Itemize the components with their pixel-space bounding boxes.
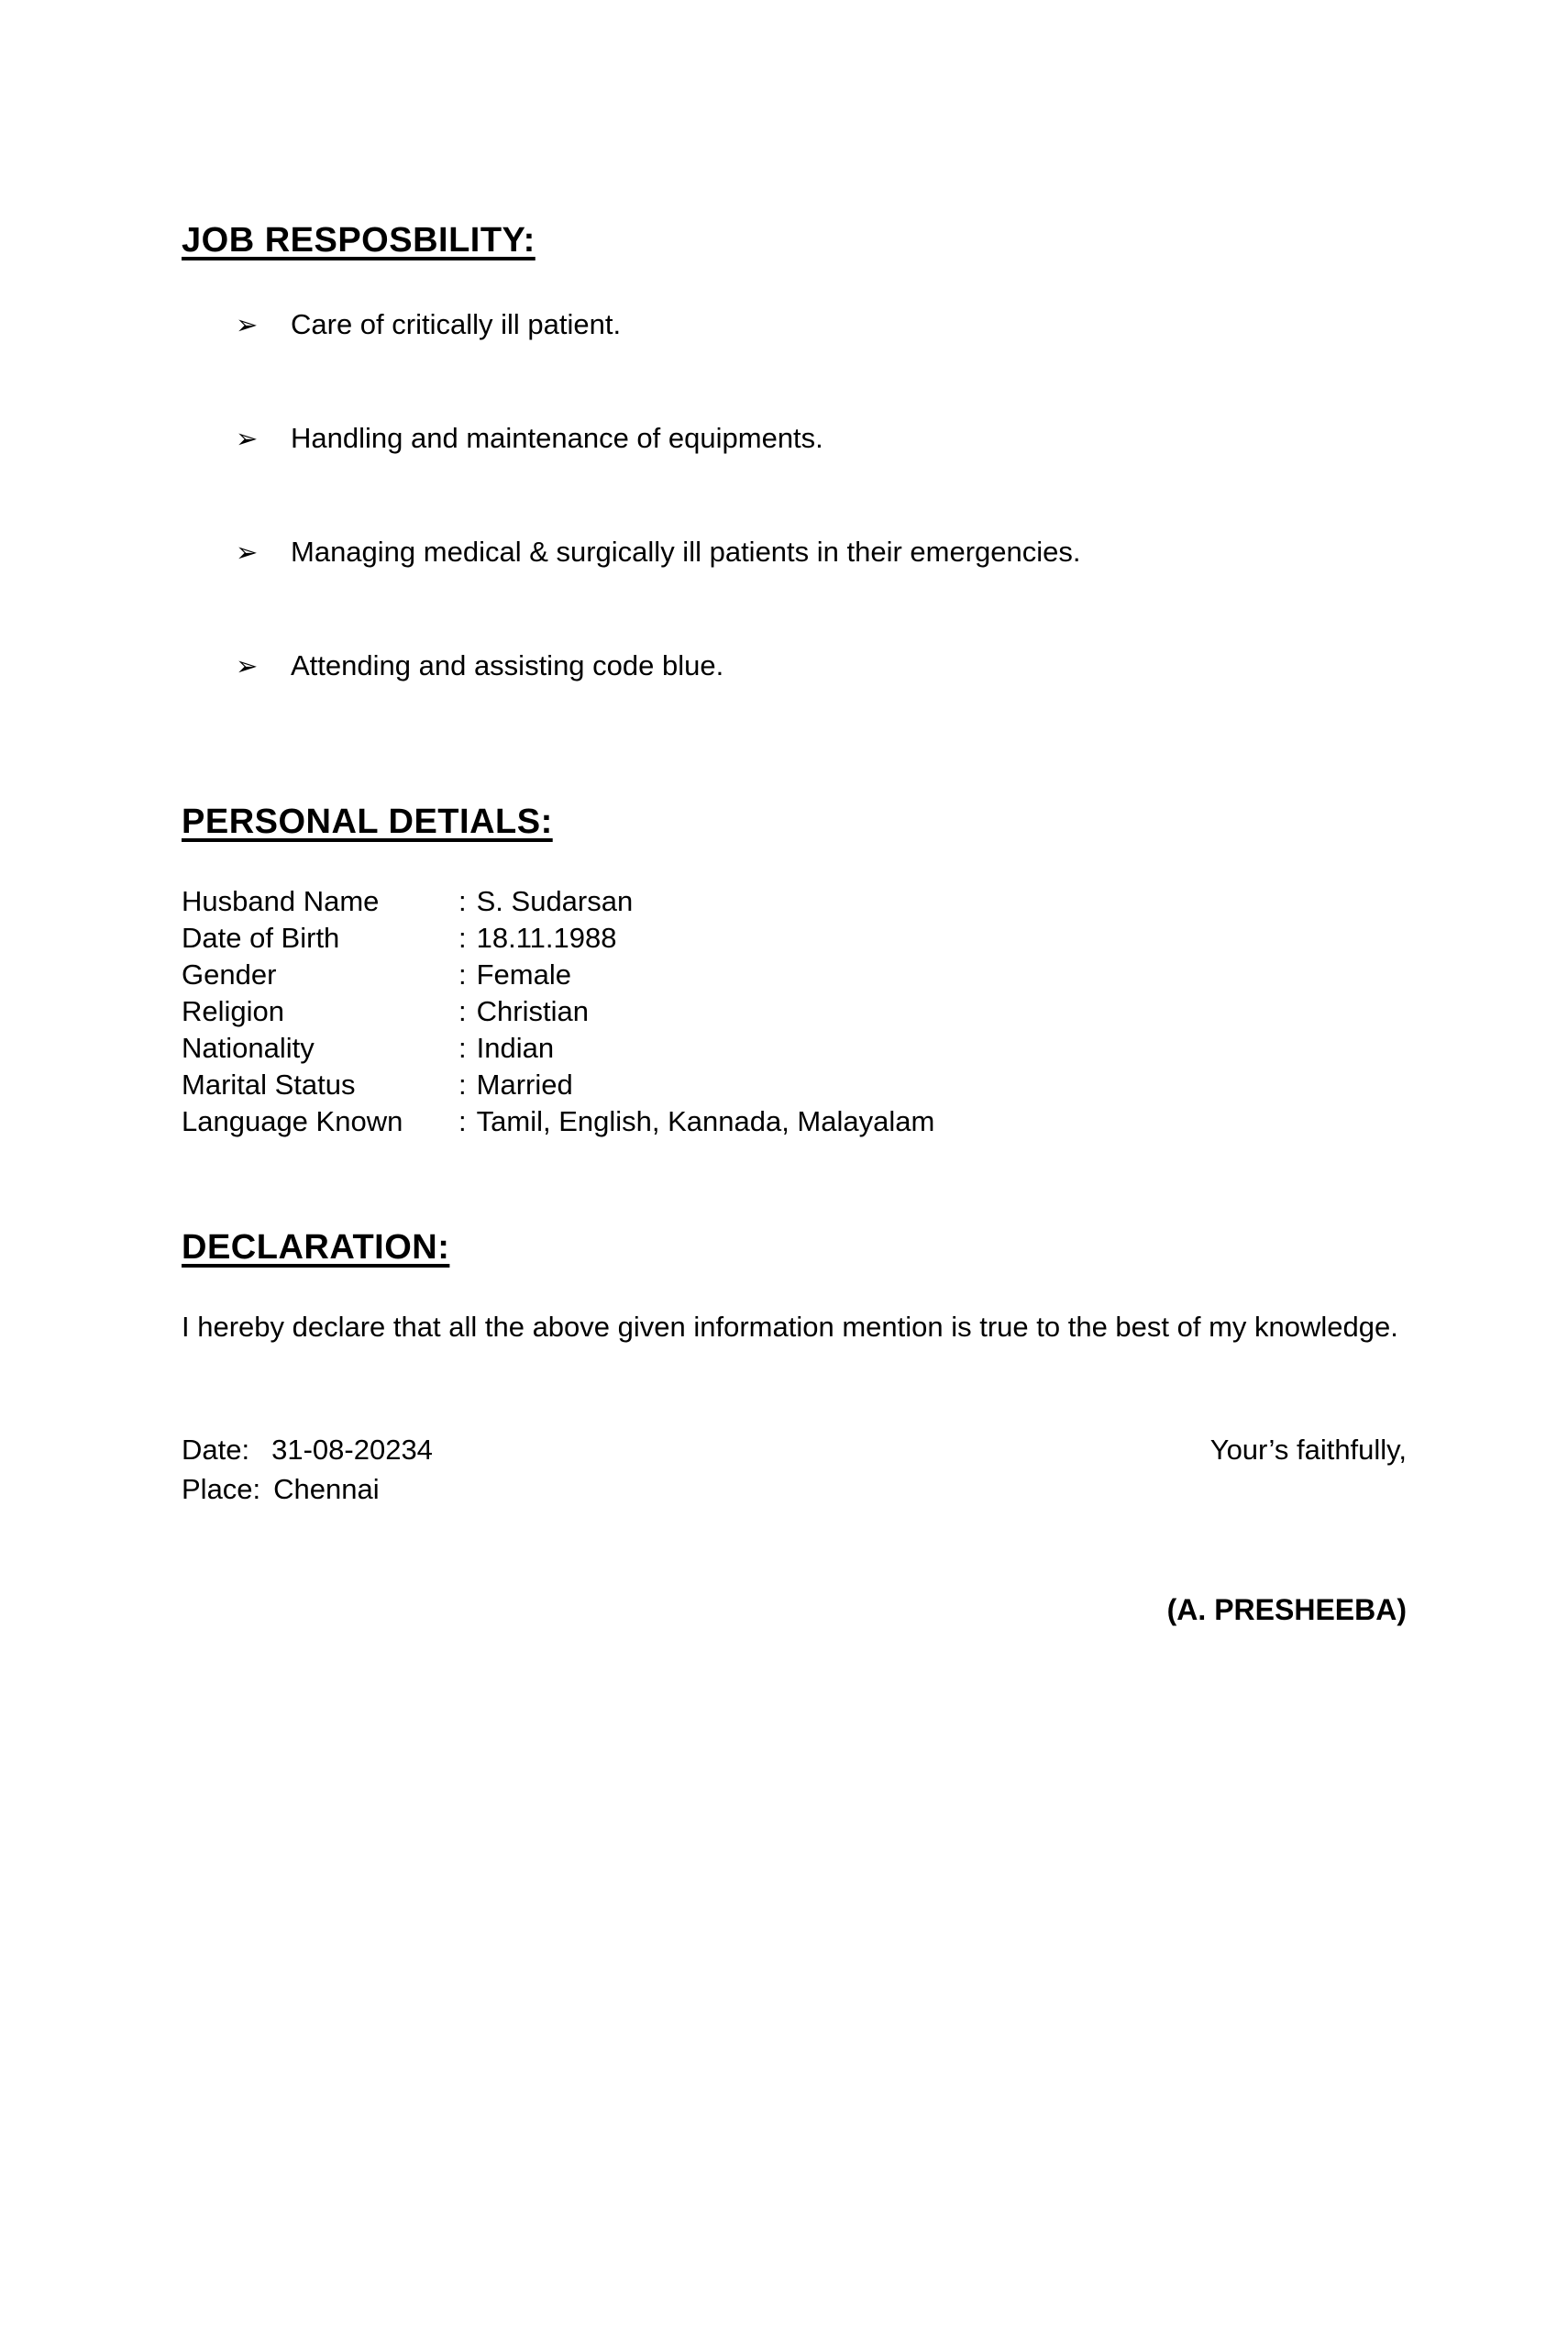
field-value-wrap [458, 1030, 554, 1067]
bullet-text: Managing medical & surgically ill patients in their emergencies. [291, 535, 1081, 568]
bullet-text: Handling and maintenance of equipments. [291, 421, 823, 454]
field-label: Marital Status [182, 1069, 356, 1102]
field-value-wrap [458, 920, 616, 957]
field-separator: : [458, 885, 467, 918]
personal-details-heading-text: PERSONAL DETIALS: [182, 802, 553, 841]
field-value: Married [476, 1069, 573, 1102]
field-separator: : [458, 1105, 467, 1138]
list-item [182, 305, 1407, 344]
field-row-husband-name [182, 883, 1407, 920]
date-place-block [182, 1430, 433, 1509]
field-value: Christian [476, 995, 589, 1028]
field-separator: : [458, 1032, 467, 1065]
footer-row [182, 1430, 1407, 1509]
field-separator: : [458, 922, 467, 955]
place-label: Place: [182, 1472, 261, 1505]
field-value: S. Sudarsan [476, 885, 634, 918]
field-value: Tamil, English, Kannada, Malayalam [476, 1105, 935, 1138]
list-item [182, 647, 1407, 685]
date-line [182, 1430, 433, 1469]
place-value: Chennai [273, 1472, 380, 1505]
field-value: Female [476, 958, 571, 991]
field-value-wrap [458, 1103, 934, 1140]
place-line [182, 1469, 433, 1509]
field-value-wrap [458, 1067, 573, 1103]
arrow-bullet-icon: ➢ [236, 422, 259, 454]
field-label: Nationality [182, 1032, 315, 1065]
closing-text: Your’s faithfully, [1209, 1433, 1407, 1466]
declaration-heading-text: DECLARATION: [182, 1228, 450, 1268]
field-value-wrap [458, 957, 571, 993]
personal-details-list [182, 883, 1407, 1140]
bullet-text: Care of critically ill patient. [291, 307, 622, 340]
field-value: 18.11.1988 [476, 922, 617, 955]
arrow-bullet-icon: ➢ [236, 536, 259, 568]
field-row-religion [182, 993, 1407, 1030]
date-label: Date: [182, 1433, 250, 1466]
declaration-heading [182, 1227, 1407, 1269]
signature-name: (A. PRESHEEBA) [1166, 1592, 1407, 1626]
field-label: Date of Birth [182, 922, 340, 955]
field-label: Husband Name [182, 885, 380, 918]
field-value: Indian [476, 1032, 555, 1065]
field-label: Gender [182, 958, 277, 991]
field-separator: : [458, 958, 467, 991]
bullet-text: Attending and assisting code blue. [291, 648, 724, 681]
job-responsibility-list [182, 305, 1407, 685]
field-row-language-known [182, 1103, 1407, 1140]
declaration-text: I hereby declare that all the above given information mention is true to the best of my knowledge. [182, 1310, 1398, 1343]
field-separator: : [458, 1069, 467, 1102]
personal-details-heading [182, 802, 1407, 844]
field-separator: : [458, 995, 467, 1028]
field-label: Language Known [182, 1105, 403, 1138]
list-item [182, 419, 1407, 458]
list-item [182, 533, 1407, 571]
date-value: 31-08-20234 [271, 1433, 433, 1466]
field-value-wrap [458, 993, 589, 1030]
field-row-date-of-birth [182, 920, 1407, 957]
job-responsibility-heading-text: JOB RESPOSBILITY: [182, 221, 536, 260]
arrow-bullet-icon: ➢ [236, 649, 259, 681]
field-label: Religion [182, 995, 285, 1028]
field-row-marital-status [182, 1067, 1407, 1103]
arrow-bullet-icon: ➢ [236, 308, 259, 340]
job-responsibility-heading [182, 220, 1407, 262]
field-row-gender [182, 957, 1407, 993]
signature-row [182, 1591, 1407, 1628]
field-value-wrap [458, 883, 633, 920]
field-row-nationality [182, 1030, 1407, 1067]
